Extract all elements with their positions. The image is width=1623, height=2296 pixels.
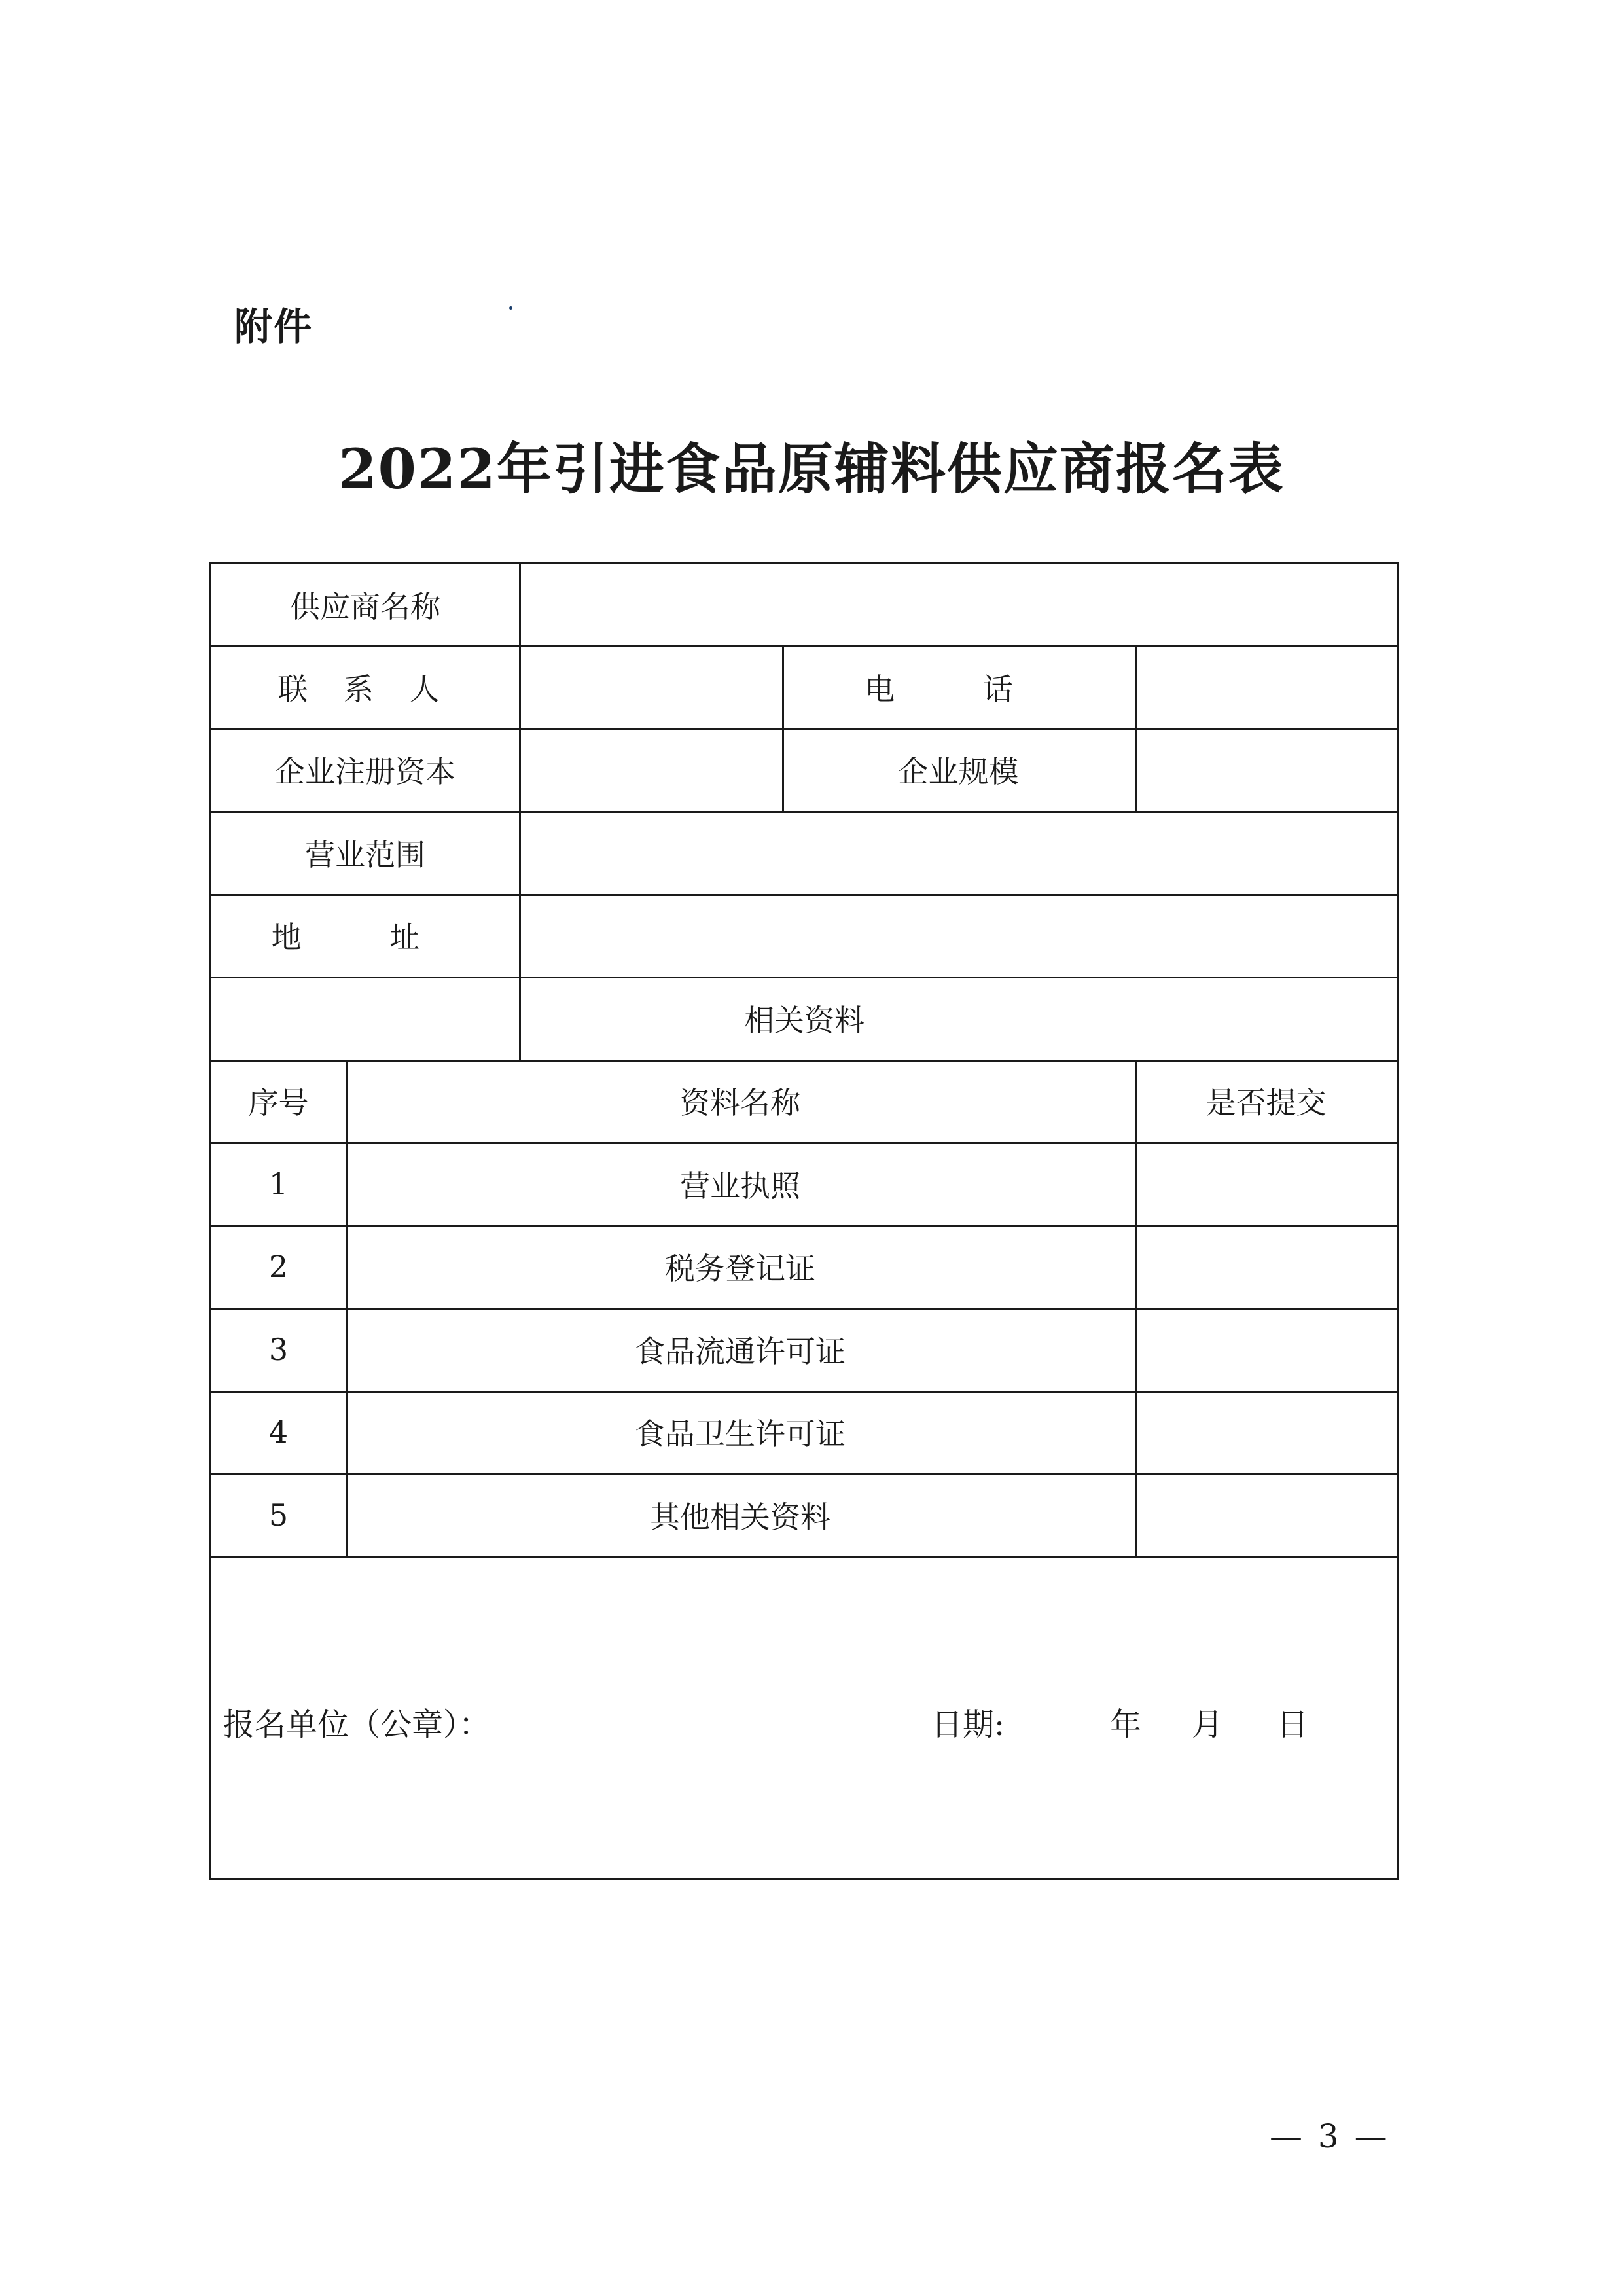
col-divider (1135, 1060, 1137, 1142)
company-scale-label: 企业规模 (898, 754, 1019, 789)
table-row-no: 5 (268, 1497, 289, 1533)
column-header-no: 序号 (248, 1085, 309, 1121)
table-row-submitted-field[interactable] (1135, 1225, 1397, 1308)
table-row-no: 1 (268, 1166, 289, 1202)
column-header-doc-name: 资料名称 (680, 1085, 800, 1121)
form-title: 2022年引进食品原辅料供应商报名表 (338, 437, 1285, 501)
address-field[interactable] (519, 894, 1397, 977)
supplier-name-label: 供应商名称 (290, 588, 440, 624)
related-docs-section-title: 相关资料 (744, 1002, 865, 1038)
row-divider (211, 1556, 1397, 1558)
table-row-submitted-field[interactable] (1135, 1473, 1397, 1556)
table-row-doc-name: 食品卫生许可证 (635, 1416, 846, 1452)
attachment-label: 附件 (234, 304, 313, 349)
address-label: 地 址 (271, 920, 459, 955)
registration-form (209, 562, 1399, 1880)
date-year-label: 年 (1110, 1706, 1142, 1743)
contact-label: 联 系 人 (277, 671, 453, 707)
company-scale-field[interactable] (1135, 728, 1397, 811)
supplier-name-field[interactable] (519, 564, 1397, 645)
table-row-doc-name: 营业执照 (680, 1168, 800, 1204)
table-row-submitted-field[interactable] (1135, 1308, 1397, 1391)
registered-capital-field[interactable] (519, 728, 782, 811)
date-month-label: 月 (1192, 1706, 1224, 1743)
date-day-label: 日 (1277, 1706, 1309, 1743)
table-row-doc-name: 税务登记证 (665, 1251, 815, 1286)
phone-label: 电 话 (865, 671, 1052, 707)
date-label: 日期: (931, 1706, 1005, 1743)
column-header-submitted: 是否提交 (1205, 1085, 1327, 1121)
table-row-submitted-field[interactable] (1135, 1142, 1397, 1225)
table-row-submitted-field[interactable] (1135, 1391, 1397, 1473)
page-number: — 3 — (1270, 2117, 1390, 2155)
business-scope-field[interactable] (519, 811, 1397, 894)
table-row-no: 2 (268, 1249, 289, 1284)
table-row-doc-name: 食品流通许可证 (635, 1333, 846, 1369)
business-scope-label: 营业范围 (305, 836, 425, 872)
signature-label: 报名单位（公章）： (223, 1706, 491, 1743)
table-row-doc-name: 其他相关资料 (650, 1499, 830, 1535)
registered-capital-label: 企业注册资本 (275, 754, 455, 789)
col-divider (346, 1060, 348, 1142)
contact-field[interactable] (519, 645, 782, 728)
scan-dot (509, 306, 512, 310)
table-row-no: 3 (268, 1331, 289, 1367)
table-row-no: 4 (268, 1414, 289, 1450)
phone-field[interactable] (1135, 645, 1397, 728)
